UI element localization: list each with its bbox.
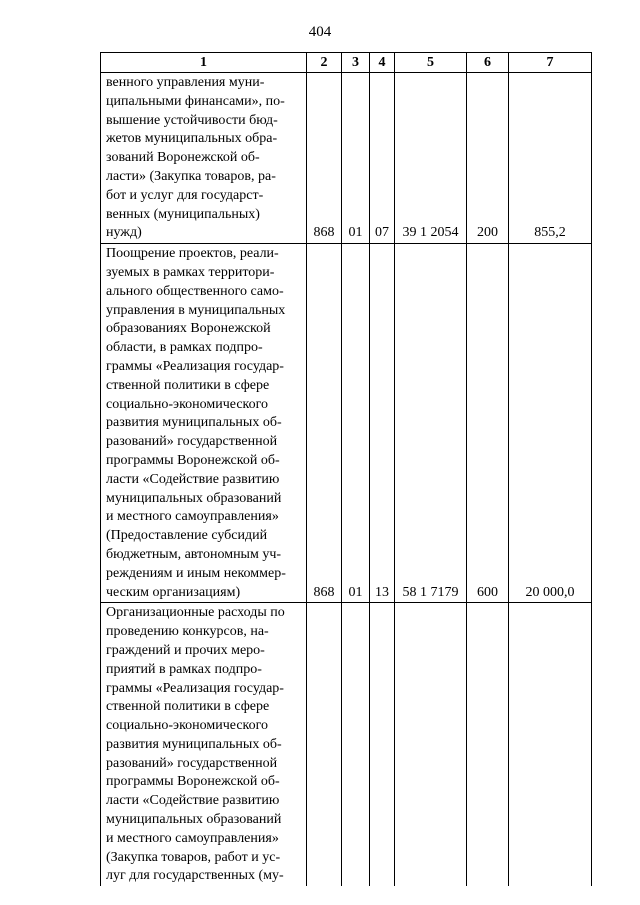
ministry-code-cell xyxy=(307,603,342,886)
expense-type-cell: 600 xyxy=(467,244,509,603)
table-row xyxy=(101,603,592,886)
description-line: муниципальных образований xyxy=(106,490,282,506)
column-header: 7 xyxy=(509,53,592,73)
amount-cell xyxy=(509,603,592,886)
description-line: зований Воронежской об- xyxy=(106,150,260,166)
target-article-cell: 58 1 7179 xyxy=(395,244,467,603)
page-number: 404 xyxy=(308,24,332,40)
description-line: ального общественного само- xyxy=(106,283,284,299)
row-description xyxy=(101,244,307,603)
header-row xyxy=(101,53,592,73)
subsection-code-cell: 07 xyxy=(370,73,395,244)
row-description xyxy=(101,603,307,886)
description-line: ственной политики в сфере xyxy=(106,377,270,393)
description-line: и местного самоуправления» xyxy=(106,830,279,846)
description-line: социально-экономического xyxy=(106,718,269,734)
description-line: бот и услуг для государст- xyxy=(106,187,264,203)
description-line: ческим организациям) xyxy=(106,584,241,600)
expense-type-cell: 200 xyxy=(467,73,509,244)
description-line: реждениям и иным некоммер- xyxy=(106,565,286,581)
description-line: и местного самоуправления» xyxy=(106,509,279,525)
budget-table xyxy=(100,52,592,886)
description-line: вышение устойчивости бюд- xyxy=(106,112,278,128)
description-line: области, в рамках подпро- xyxy=(106,340,263,356)
column-header: 1 xyxy=(101,53,307,73)
column-header: 2 xyxy=(307,53,342,73)
description-line: программы Воронежской об- xyxy=(106,452,280,468)
description-line: граммы «Реализация государ- xyxy=(106,358,284,374)
description-line: разований» государственной xyxy=(106,434,278,450)
description-line: луг для государственных (му- xyxy=(106,868,284,884)
description-line: развития муниципальных об- xyxy=(106,415,282,431)
description-line: венных (муниципальных) xyxy=(106,206,260,222)
section-code-cell xyxy=(342,603,370,886)
description-line: граммы «Реализация государ- xyxy=(106,680,284,696)
description-line: управления в муниципальных xyxy=(106,302,286,318)
target-article-cell: 39 1 2054 xyxy=(395,73,467,244)
description-line: социально-экономического xyxy=(106,396,269,412)
description-line: развития муниципальных об- xyxy=(106,736,282,752)
description-line: зуемых в рамках территори- xyxy=(106,264,275,280)
subsection-code-cell xyxy=(370,603,395,886)
description-line: (Закупка товаров, работ и ус- xyxy=(106,849,281,865)
table-row xyxy=(101,73,592,244)
description-line: бюджетным, автономным уч- xyxy=(106,546,282,562)
description-line: жетов муниципальных обра- xyxy=(106,131,278,147)
description-line: нужд) xyxy=(106,225,142,241)
description-line: Организационные расходы по xyxy=(106,605,285,621)
section-code-cell: 01 xyxy=(342,244,370,603)
description-line: образованиях Воронежской xyxy=(106,321,271,337)
table-row xyxy=(101,244,592,603)
description-line: (Предоставление субсидий xyxy=(106,528,268,544)
description-line: муниципальных образований xyxy=(106,812,282,828)
subsection-code-cell: 13 xyxy=(370,244,395,603)
description-line: проведению конкурсов, на- xyxy=(106,624,269,640)
description-line: ласти» (Закупка товаров, ра- xyxy=(106,168,276,184)
ministry-code-cell: 868 xyxy=(307,244,342,603)
expense-type-cell xyxy=(467,603,509,886)
amount-cell: 20 000,0 xyxy=(509,244,592,603)
row-description xyxy=(101,73,307,244)
column-header: 3 xyxy=(342,53,370,73)
description-line: граждений и прочих меро- xyxy=(106,642,265,658)
column-header: 4 xyxy=(370,53,395,73)
description-line: разований» государственной xyxy=(106,755,278,771)
target-article-cell xyxy=(395,603,467,886)
section-code-cell: 01 xyxy=(342,73,370,244)
column-header: 5 xyxy=(395,53,467,73)
description-line: ласти «Содействие развитию xyxy=(106,471,280,487)
description-line: Поощрение проектов, реали- xyxy=(106,246,279,262)
column-header: 6 xyxy=(467,53,509,73)
description-line: венного управления муни- xyxy=(106,75,265,90)
description-line: ственной политики в сфере xyxy=(106,699,270,715)
ministry-code-cell: 868 xyxy=(307,73,342,244)
amount-cell: 855,2 xyxy=(509,73,592,244)
description-line: приятий в рамках подпро- xyxy=(106,661,262,677)
description-line: ципальными финансами», по- xyxy=(106,93,285,109)
description-line: ласти «Содействие развитию xyxy=(106,793,280,809)
description-line: программы Воронежской об- xyxy=(106,774,280,790)
